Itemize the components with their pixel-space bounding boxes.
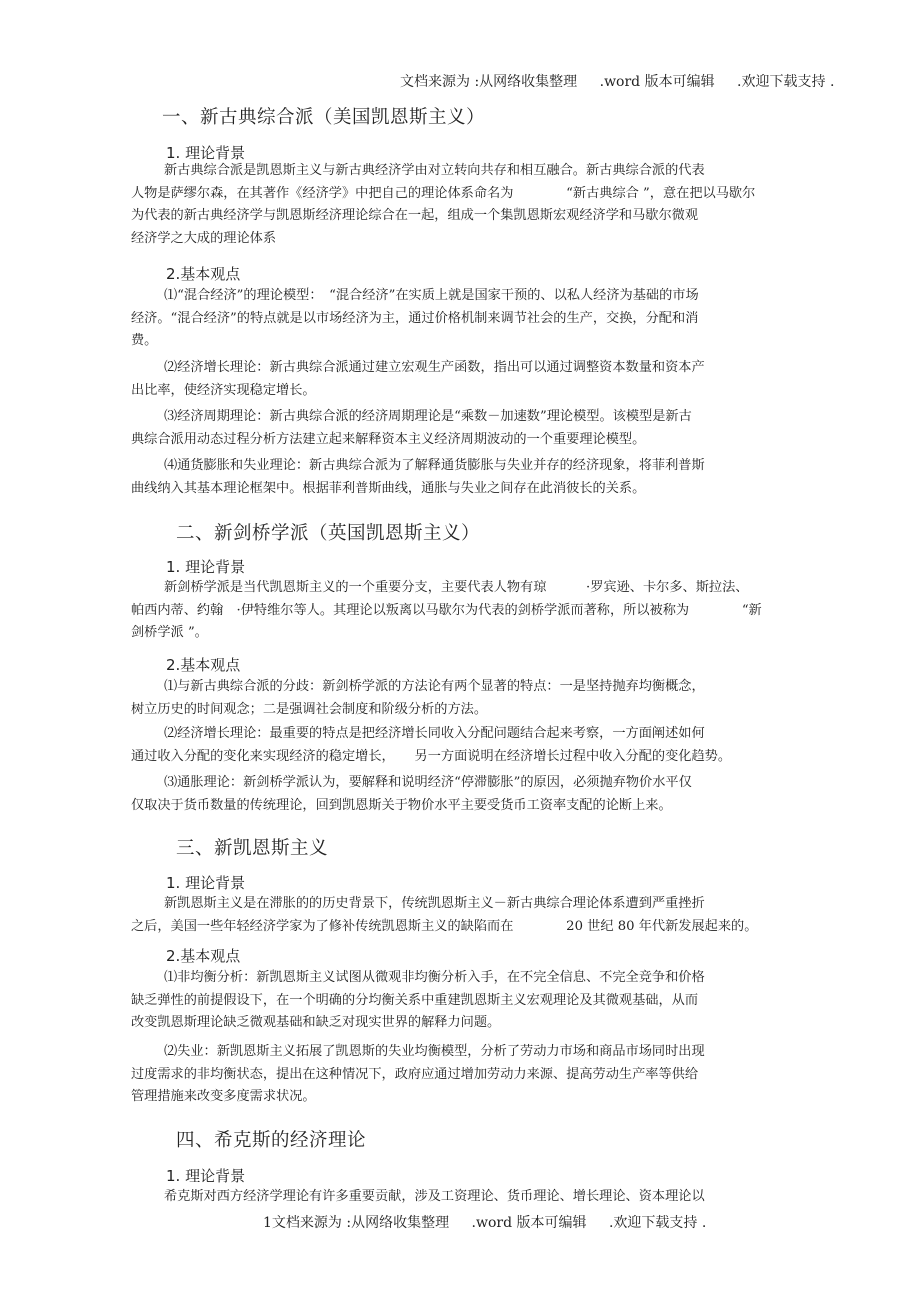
paragraph <box>131 723 731 768</box>
subsection-heading: 1. 理论背景 <box>166 1167 246 1185</box>
text-line: 出比率，使经济实现稳定增长。 <box>131 382 316 398</box>
text-line: 管理措施来改变多度需求状况。 <box>131 1089 316 1104</box>
subsection-heading: 2.基本观点 <box>166 656 241 674</box>
paragraph <box>131 577 762 645</box>
text-line: 仅取决于货币数量的传统理论，回到凯恩斯关于物价水平主要受货币工资率支配的论断上来。 <box>131 797 672 813</box>
footer-word-text: .word 版本可编辑 <box>471 1215 587 1231</box>
text-line: 曲线纳入其基本理论框架中。根据菲利普斯曲线，通胀与失业之间存在此消彼长的关系。 <box>131 480 646 496</box>
text-line: ⑴“混合经济”的理论模型： “混合经济”在实质上就是国家干预的、以私人经济为基础的市场 <box>164 288 699 303</box>
paragraph <box>131 676 705 721</box>
text-line: 改变凯恩斯理论缺乏微观基础和缺乏对现实世界的解释力问题。 <box>131 1015 501 1030</box>
text-line: 人物是萨缪尔森，在其著作《经济学》中把自己的理论体系命名为 “新古典综合 ”，意在把以马歇尔 <box>131 185 756 201</box>
text-line: ⑵经济增长理论：最重要的特点是把经济增长同收入分配问题结合起来考察，一方面阐述如何 <box>164 726 705 741</box>
text-line: 费。 <box>131 333 158 348</box>
text-line: 剑桥学派 ”。 <box>131 625 208 640</box>
text-line: 帕西内蒂、约翰 ·伊特维尔等人。其理论以叛离以马歇尔为代表的剑桥学派而著称，所以被称为 “新 <box>131 602 762 618</box>
paragraph <box>131 455 705 500</box>
text-line: 新古典综合派是凯恩斯主义与新古典经济学由对立转向共存和相互融合。新古典综合派的代表 <box>164 163 705 178</box>
text-line: ⑶通胀理论：新剑桥学派认为，要解释和说明经济“停滞膨胀”的原因，必须抛弃物价水平仅 <box>164 775 692 790</box>
text-line: 经济学之大成的理论体系 <box>131 230 277 246</box>
footer-source-text: 1文档来源为 :从网络收集整理 <box>263 1215 450 1231</box>
page-footer <box>263 1212 724 1232</box>
text-line: ⑴非均衡分析：新凯恩斯主义试图从微观非均衡分析入手，在不完全信息、不完全竞争和价格 <box>164 970 705 985</box>
text-line: ⑴与新古典综合派的分歧：新剑桥学派的方法论有两个显著的特点：一是坚持抛弃均衡概念， <box>164 679 705 694</box>
paragraph <box>131 406 692 451</box>
text-line: 新凯恩斯主义是在滞胀的的历史背景下，传统凯恩斯主义－新古典综合理论体系遭到严重挫折 <box>164 896 705 911</box>
subsection-heading: 2.基本观点 <box>166 947 241 965</box>
paragraph <box>131 893 757 938</box>
text-line: 希克斯对西方经济学理论有许多重要贡献，涉及工资理论、货币理论、增长理论、资本理论以 <box>164 1189 705 1204</box>
text-line: 树立历史的时间观念；二是强调社会制度和阶级分析的方法。 <box>131 701 488 717</box>
paragraph <box>131 357 705 402</box>
text-line: 过度需求的非均衡状态，提出在这种情况下，政府应通过增加劳动力来源、提高劳动生产率等供给 <box>131 1066 699 1082</box>
text-line: 新剑桥学派是当代凯恩斯主义的一个重要分支，主要代表人物有琼 ·罗宾逊、卡尔多、斯拉法、 <box>164 580 749 595</box>
subsection-heading: 2.基本观点 <box>166 265 241 283</box>
header-word-text: .word 版本可编辑 <box>599 74 715 90</box>
header-source-text: 文档来源为 :从网络收集整理 <box>400 74 578 90</box>
section-title: 二、新剑桥学派（英国凯恩斯主义） <box>176 523 481 544</box>
section-title: 四、希克斯的经济理论 <box>176 1130 367 1151</box>
paragraph <box>131 772 692 817</box>
text-line: 缺乏弹性的前提假设下，在一个明确的分均衡关系中重建凯恩斯主义宏观理论及其微观基础，从而 <box>131 992 699 1008</box>
subsection-heading: 1. 理论背景 <box>166 874 246 892</box>
footer-download-text: .欢迎下载支持 . <box>608 1215 707 1231</box>
paragraph <box>131 285 699 353</box>
subsection-heading: 1. 理论背景 <box>166 144 246 162</box>
header-download-text: .欢迎下载支持 . <box>737 74 835 90</box>
text-line: ⑵失业：新凯恩斯主义拓展了凯恩斯的失业均衡模型，分析了劳动力市场和商品市场同时出现 <box>164 1044 705 1059</box>
paragraph <box>131 160 755 250</box>
paragraph <box>131 1041 705 1109</box>
paragraph <box>131 967 705 1035</box>
text-line: 之后，美国一些年轻经济学家为了修补传统凯恩斯主义的缺陷而在 20 世纪 80 年代新发展起来的。 <box>131 918 758 934</box>
text-line: 通过收入分配的变化来实现经济的稳定增长， 另一方面说明在经济增长过程中收入分配的变化趋势。 <box>131 748 732 764</box>
text-line: 经济。“混合经济”的特点就是以市场经济为主，通过价格机制来调节社会的生产，交换，分配和消 <box>131 310 699 326</box>
subsection-heading: 1. 理论背景 <box>166 558 246 576</box>
page-header <box>400 71 852 91</box>
section-title: 一、新古典综合派（美国凯恩斯主义） <box>162 107 486 128</box>
text-line: ⑶经济周期理论：新古典综合派的经济周期理论是“乘数－加速数”理论模型。该模型是新古 <box>164 409 692 424</box>
paragraph <box>131 1186 705 1209</box>
section-title: 三、新凯恩斯主义 <box>176 838 329 859</box>
text-line: ⑵经济增长理论：新古典综合派通过建立宏观生产函数，指出可以通过调整资本数量和资本产 <box>164 360 705 375</box>
text-line: 典综合派用动态过程分析方法建立起来解释资本主义经济周期波动的一个重要理论模型。 <box>131 431 646 447</box>
text-line: 为代表的新古典经济学与凯恩斯经济理论综合在一起，组成一个集凯恩斯宏观经济学和马歇尔微观 <box>131 208 699 223</box>
text-line: ⑷通货膨胀和失业理论：新古典综合派为了解释通货膨胀与失业并存的经济现象，将菲利普斯 <box>164 458 705 473</box>
